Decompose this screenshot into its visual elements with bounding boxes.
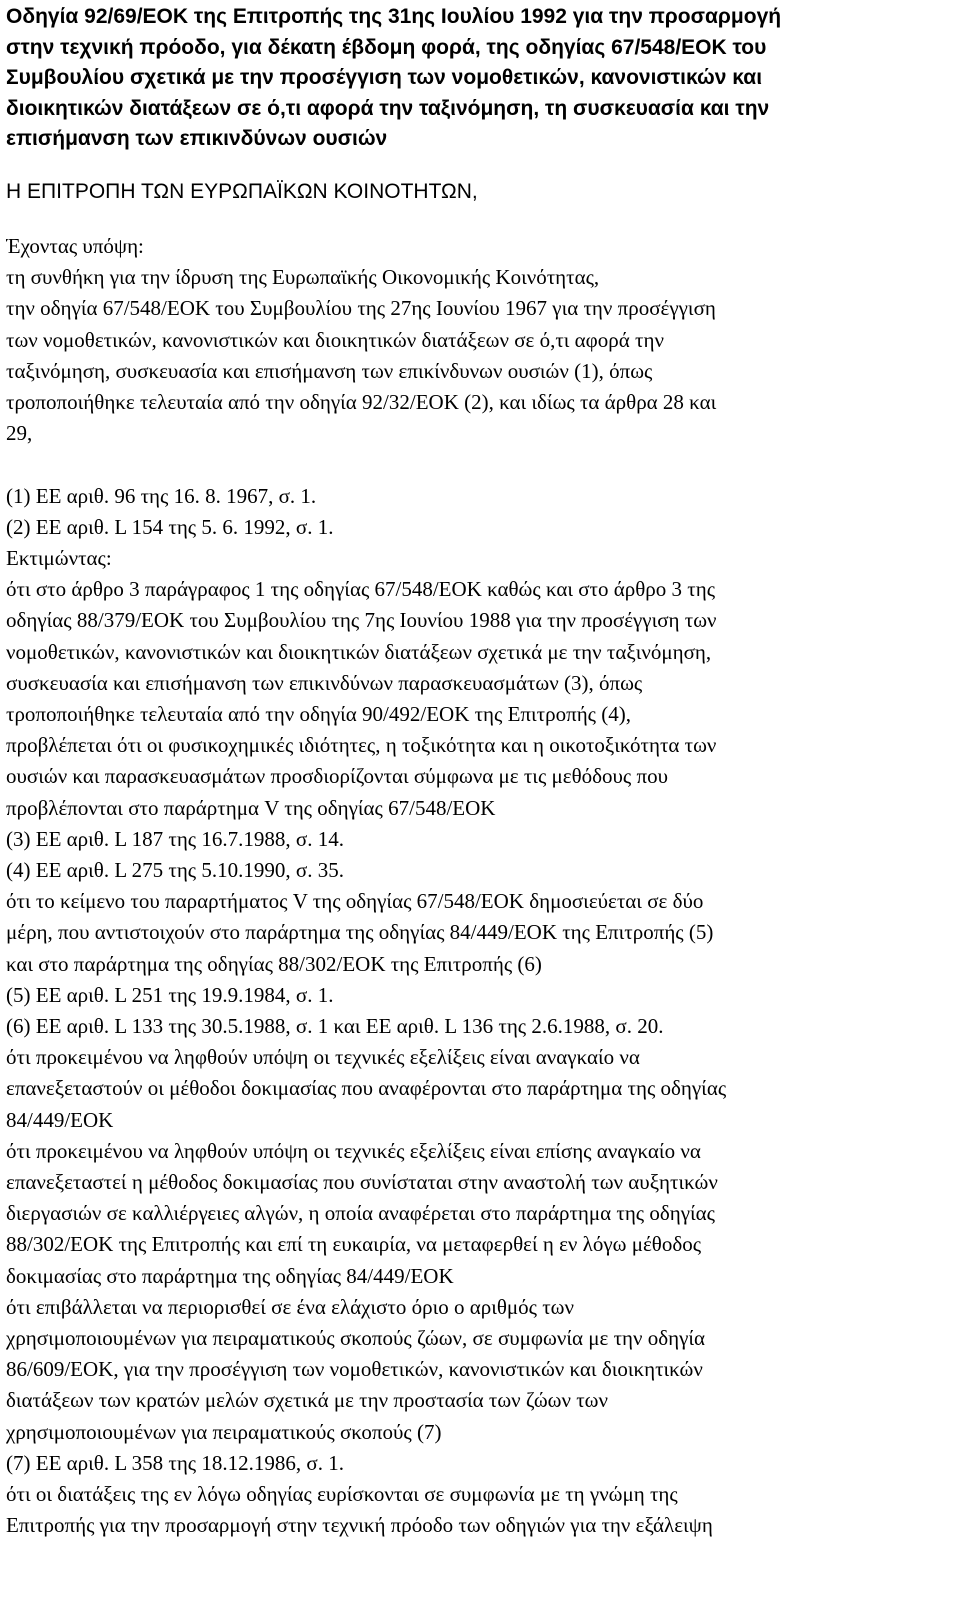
footnote-line: (7) ΕΕ αριθ. L 358 της 18.12.1986, σ. 1. — [6, 1450, 344, 1475]
issuing-authority: Η ΕΠΙΤΡΟΠΗ ΤΩΝ ΕΥΡΩΠΑΪΚΩΝ ΚΟΙΝΟΤΗΤΩΝ, — [6, 179, 478, 203]
text-line: ότι επιβάλλεται να περιορισθεί σε ένα ελάχιστο όριο ο αριθμός των — [6, 1294, 574, 1319]
footnote-line: (1) ΕΕ αριθ. 96 της 16. 8. 1967, σ. 1. — [6, 483, 317, 508]
footnote-line: (4) ΕΕ αριθ. L 275 της 5.10.1990, σ. 35. — [6, 858, 344, 883]
text-line: ότι στο άρθρο 3 παράγραφος 1 της οδηγίας 67/548/ΕΟΚ καθώς και στο άρθρο 3 της — [6, 577, 716, 602]
recitals-legal-basis — [6, 231, 948, 449]
text-line: Επιτροπής για την προσαρμογή στην τεχνική πρόοδο των οδηγιών για την εξάλειψη — [6, 1513, 713, 1538]
text-line: οδηγίας 88/379/ΕΟΚ του Συμβουλίου της 7ης Ιουνίου 1988 για την προσέγγιση των — [6, 608, 717, 633]
title-line: στην τεχνική πρόοδο, για δέκατη έβδομη φορά, της οδηγίας 67/548/ΕΟΚ του — [6, 35, 767, 59]
text-line: τροποποιήθηκε τελευταία από την οδηγία 92/32/ΕΟΚ (2), και ιδίως τα άρθρα 28 και — [6, 389, 717, 414]
text-line: 86/609/ΕΟΚ, για την προσέγγιση των νομοθετικών, κανονιστικών και διοικητικών — [6, 1357, 703, 1382]
text-line: ταξινόμηση, συσκευασία και επισήμανση των επικίνδυνων ουσιών (1), όπως — [6, 358, 653, 383]
text-line: των νομοθετικών, κανονιστικών και διοικητικών διατάξεων σε ό,τι αφορά την — [6, 327, 664, 352]
text-line: διατάξεων των κρατών μελών σχετικά με την προστασία των ζώων των — [6, 1388, 608, 1413]
text-line: 84/449/ΕΟΚ — [6, 1107, 114, 1132]
text-line: 29, — [6, 421, 33, 446]
title-line: Οδηγία 92/69/ΕΟΚ της Επιτροπής της 31ης Ιουλίου 1992 για την προσαρμογή — [6, 5, 782, 28]
text-line: δοκιμασίας στο παράρτημα της οδηγίας 84/449/ΕΟΚ — [6, 1263, 454, 1288]
text-line: Έχοντας υπόψη: — [6, 233, 144, 258]
text-line: 88/302/ΕΟΚ της Επιτροπής και επί τη ευκαιρία, να μεταφερθεί η εν λόγω μέθοδος — [6, 1232, 702, 1257]
text-line: προβλέπεται ότι οι φυσικοχημικές ιδιότητες, η τοξικότητα και η οικοτοξικότητα των — [6, 733, 717, 758]
footnote-line: (2) ΕΕ αριθ. L 154 της 5. 6. 1992, σ. 1. — [6, 514, 334, 539]
title-line: επισήμανση των επικινδύνων ουσιών — [6, 127, 388, 151]
text-line: ότι το κείμενο του παραρτήματος V της οδηγίας 67/548/ΕΟΚ δημοσιεύεται σε δύο — [6, 889, 704, 914]
text-line: επανεξεταστεί η μέθοδος δοκιμασίας που συνίσταται στην αναστολή των αυξητικών — [6, 1170, 718, 1195]
footnote-line: (3) ΕΕ αριθ. L 187 της 16.7.1988, σ. 14. — [6, 826, 344, 851]
text-line: μέρη, που αντιστοιχούν στο παράρτημα της οδηγίας 84/449/ΕΟΚ της Επιτροπής (5) — [6, 920, 714, 945]
title-line: Συμβουλίου σχετικά με την προσέγγιση των νομοθετικών, κανονιστικών και — [6, 66, 763, 90]
text-line: επανεξεταστούν οι μέθοδοι δοκιμασίας που αναφέρονται στο παράρτημα της οδηγίας — [6, 1076, 727, 1101]
text-line: Εκτιμώντας: — [6, 545, 112, 570]
text-line: και στο παράρτημα της οδηγίας 88/302/ΕΟΚ της Επιτροπής (6) — [6, 951, 542, 976]
footnote-line: (6) ΕΕ αριθ. L 133 της 30.5.1988, σ. 1 και ΕΕ αριθ. L 136 της 2.6.1988, σ. 20. — [6, 1014, 664, 1039]
text-line: νομοθετικών, κανονιστικών και διοικητικών διατάξεων σχετικά με την ταξινόμηση, — [6, 639, 712, 664]
text-line: διεργασιών σε καλλιέργειες αλγών, η οποία αναφέρεται στο παράρτημα της οδηγίας — [6, 1201, 715, 1226]
document-page — [6, 0, 948, 1599]
text-line: τροποποιήθηκε τελευταία από την οδηγία 90/492/ΕΟΚ της Επιτροπής (4), — [6, 702, 631, 726]
text-line: ότι προκειμένου να ληφθούν υπόψη οι τεχνικές εξελίξεις είναι επίσης αναγκαίο να — [6, 1138, 701, 1163]
text-line: ότι οι διατάξεις της εν λόγω οδηγίας ευρίσκονται σε συμφωνία με τη γνώμη της — [6, 1482, 678, 1507]
spacer — [6, 449, 948, 480]
text-line: προβλέπονται στο παράρτημα V της οδηγίας 67/548/ΕΟΚ — [6, 795, 496, 820]
recitals-whereas — [6, 481, 948, 1542]
title-line: διοικητικών διατάξεων σε ό,τι αφορά την ταξινόμηση, τη συσκευασία και την — [6, 96, 770, 120]
text-line: χρησιμοποιουμένων για πειραματικούς σκοπούς ζώων, σε συμφωνία με την οδηγία — [6, 1326, 706, 1351]
text-line: ουσιών και παρασκευασμάτων προσδιορίζονται σύμφωνα με τις μεθόδους που — [6, 764, 669, 789]
document-title — [6, 0, 948, 155]
footnote-line: (5) ΕΕ αριθ. L 251 της 19.9.1984, σ. 1. — [6, 982, 334, 1007]
text-line: τη συνθήκη για την ίδρυση της Ευρωπαϊκής Οικονομικής Κοινότητας, — [6, 265, 600, 290]
text-line: χρησιμοποιουμένων για πειραματικούς σκοπούς (7) — [6, 1419, 442, 1444]
text-line: συσκευασία και επισήμανση των επικινδύνων παρασκευασμάτων (3), όπως — [6, 670, 643, 695]
text-line: την οδηγία 67/548/ΕΟΚ του Συμβουλίου της 27ης Ιουνίου 1967 για την προσέγγιση — [6, 296, 716, 321]
text-line: ότι προκειμένου να ληφθούν υπόψη οι τεχνικές εξελίξεις είναι αναγκαίο να — [6, 1045, 640, 1070]
